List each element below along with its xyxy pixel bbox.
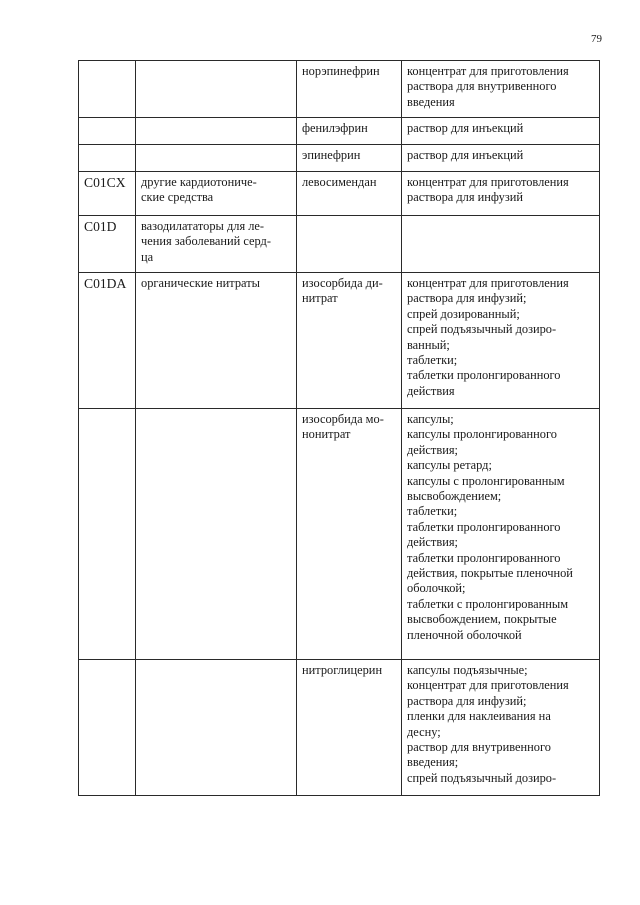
group-name-cell	[136, 145, 297, 172]
group-name-cell	[136, 61, 297, 118]
dosage-form-cell: капсулы подъязычные; концентрат для приготовления раствора для инфузий; пленки для наклеивания на десну; раствор для внутривенного введения; спрей подъязычный дозиро-	[402, 660, 600, 796]
table-row	[79, 61, 600, 118]
group-name-cell: вазодилататоры для ле- чения заболеваний серд- ца	[136, 216, 297, 273]
atc-code-cell: C01D	[79, 216, 136, 273]
atc-code-cell	[79, 145, 136, 172]
drug-name-cell: эпинефрин	[297, 145, 402, 172]
page-number: 79	[591, 33, 602, 45]
dosage-form-cell: концентрат для приготовления раствора для инфузий	[402, 172, 600, 216]
table-row	[79, 145, 600, 172]
atc-code-cell	[79, 660, 136, 796]
atc-code-cell	[79, 409, 136, 660]
table-row	[79, 273, 600, 409]
group-name-cell	[136, 409, 297, 660]
group-name-cell: другие кардиотониче- ские средства	[136, 172, 297, 216]
table-row	[79, 118, 600, 145]
table-row	[79, 660, 600, 796]
dosage-form-cell	[402, 216, 600, 273]
drug-name-cell: фенилэфрин	[297, 118, 402, 145]
group-name-cell: органические нитраты	[136, 273, 297, 409]
drug-table	[78, 60, 600, 796]
atc-code-cell: C01CX	[79, 172, 136, 216]
drug-name-cell: нитроглицерин	[297, 660, 402, 796]
atc-code-cell: C01DA	[79, 273, 136, 409]
table-row	[79, 172, 600, 216]
atc-code-cell	[79, 118, 136, 145]
table-row	[79, 409, 600, 660]
dosage-form-cell: раствор для инъекций	[402, 145, 600, 172]
dosage-form-cell: концентрат для приготовления раствора для инфузий; спрей дозированный; спрей подъязычный дозиро- ванный; таблетки; таблетки пролонгированного действия	[402, 273, 600, 409]
drug-name-cell: изосорбида мо- нонитрат	[297, 409, 402, 660]
group-name-cell	[136, 660, 297, 796]
drug-name-cell	[297, 216, 402, 273]
dosage-form-cell: концентрат для приготовления раствора для внутривенного введения	[402, 61, 600, 118]
drug-name-cell: левосимендан	[297, 172, 402, 216]
table-row	[79, 216, 600, 273]
dosage-form-cell: раствор для инъекций	[402, 118, 600, 145]
drug-name-cell: изосорбида ди- нитрат	[297, 273, 402, 409]
group-name-cell	[136, 118, 297, 145]
dosage-form-cell: капсулы; капсулы пролонгированного действия; капсулы ретард; капсулы с пролонгированным высвобождением; таблетки; таблетки пролонгированного действия; таблетки пролонгированного действия, покрытые пленочной оболочкой; таблетки с пролонгированным высвобождением, покрытые пленочной оболочкой	[402, 409, 600, 660]
atc-code-cell	[79, 61, 136, 118]
drug-name-cell: норэпинефрин	[297, 61, 402, 118]
